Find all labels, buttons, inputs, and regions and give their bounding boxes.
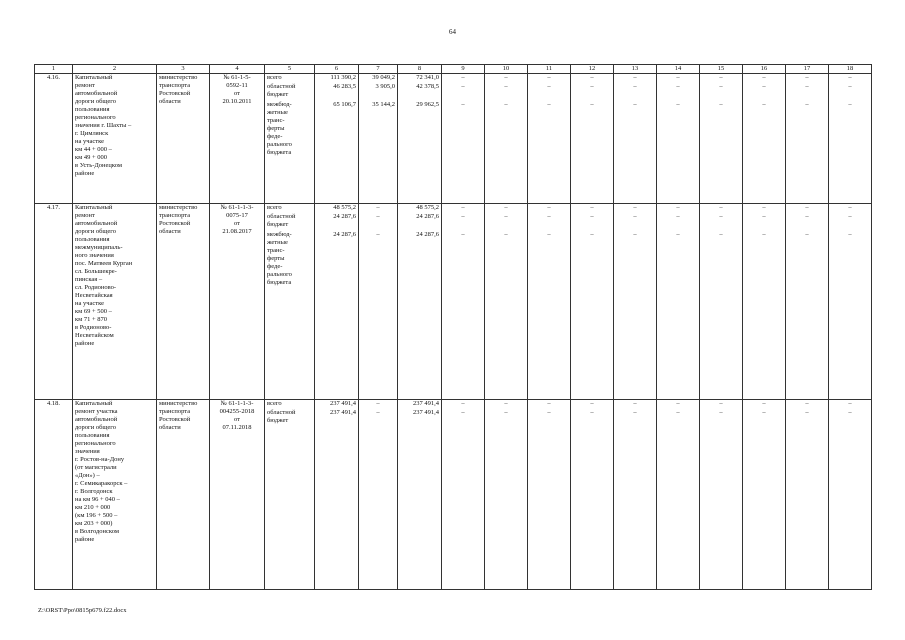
column-number-2: 2 — [73, 65, 157, 74]
column-number-3: 3 — [157, 65, 210, 74]
dash-value: – — [590, 400, 594, 407]
dash-value: – — [461, 231, 465, 238]
amount-col-8: 24 287,6 — [416, 231, 439, 238]
dash-value: – — [762, 83, 766, 90]
amount-col-6: 237 491,4 — [330, 409, 356, 416]
dash-value: – — [805, 409, 809, 416]
dash-value: – — [848, 204, 852, 211]
dash-value: – — [805, 231, 809, 238]
dash-value: – — [762, 213, 766, 220]
dash-value: – — [719, 409, 723, 416]
dash-value: – — [504, 409, 508, 416]
dash-value: – — [633, 74, 637, 81]
empty-col-18-cell — [829, 74, 872, 204]
dash-value: – — [848, 74, 852, 81]
funding-source: областной бюджет — [267, 409, 296, 424]
work-description: Капитальный ремонт автомобильной дороги общего пользования межмуниципаль- ного значения пос. Матвеев Курган сл. Большекре- пинская – сл. Родионово- Несветайская на участке км 69 + 500 – км 71 + 870 в Родионово- Несветайском районе — [73, 204, 157, 400]
dash-value: – — [504, 74, 508, 81]
empty-col-15-cell — [700, 400, 743, 590]
funding-source: межбюд- жетные транс- ферты феде- рального бюджета — [267, 101, 292, 156]
executor: министерство транспорта Ростовской области — [157, 400, 210, 590]
document-reference: № 61-1-5- 0592-11 от 20.10.2011 — [210, 74, 265, 204]
program-table — [34, 64, 872, 590]
dash-value: – — [719, 213, 723, 220]
dash-value: – — [504, 213, 508, 220]
dash-value: – — [590, 83, 594, 90]
dash-value: – — [805, 83, 809, 90]
dash-value: – — [547, 204, 551, 211]
amount-col-8: 42 378,5 — [416, 83, 439, 90]
amount-col-7: – — [376, 231, 380, 238]
dash-value: – — [547, 400, 551, 407]
file-path: Z:\ORST\Ppo\0815p679.f22.docx — [38, 607, 127, 614]
empty-col-11-cell — [528, 74, 571, 204]
column-number-13: 13 — [614, 65, 657, 74]
table-row — [35, 74, 872, 204]
dash-value: – — [461, 409, 465, 416]
empty-col-11-cell — [528, 400, 571, 590]
dash-value: – — [762, 101, 766, 108]
dash-value: – — [762, 400, 766, 407]
dash-value: – — [719, 74, 723, 81]
dash-value: – — [461, 74, 465, 81]
amount-col-6: 24 287,6 — [333, 213, 356, 220]
empty-col-18-cell — [829, 204, 872, 400]
column-number-5: 5 — [265, 65, 315, 74]
dash-value: – — [762, 204, 766, 211]
dash-value: – — [504, 101, 508, 108]
dash-value: – — [719, 231, 723, 238]
dash-value: – — [504, 231, 508, 238]
funding-source: всего — [267, 74, 282, 81]
dash-value: – — [676, 409, 680, 416]
column-number-18: 18 — [829, 65, 872, 74]
dash-value: – — [547, 213, 551, 220]
column-number-15: 15 — [700, 65, 743, 74]
page-number: 64 — [449, 28, 456, 36]
header-row — [35, 65, 872, 74]
dash-value: – — [461, 400, 465, 407]
empty-col-15-cell — [700, 204, 743, 400]
funding-source: областной бюджет — [267, 213, 296, 228]
empty-col-13-cell — [614, 74, 657, 204]
dash-value: – — [547, 231, 551, 238]
column-number-10: 10 — [485, 65, 528, 74]
empty-col-11-cell — [528, 204, 571, 400]
dash-value: – — [633, 400, 637, 407]
dash-value: – — [805, 101, 809, 108]
table-row — [35, 204, 872, 400]
dash-value: – — [676, 213, 680, 220]
work-description: Капитальный ремонт автомобильной дороги общего пользования регионального значения г. Шахты – г. Цимлянск на участке км 44 + 000 – км 49 + 000 в Усть-Донецком районе — [73, 74, 157, 204]
amount-col-6: 46 283,5 — [333, 83, 356, 90]
empty-col-16-cell — [743, 74, 786, 204]
empty-col-12-cell — [571, 204, 614, 400]
funding-source: всего — [267, 204, 282, 211]
dash-value: – — [461, 83, 465, 90]
amount-col-7: – — [376, 400, 380, 407]
dash-value: – — [805, 213, 809, 220]
amount-col-8: 29 962,5 — [416, 101, 439, 108]
amount-col-7-cell — [359, 400, 398, 590]
amount-col-6: 65 106,7 — [333, 101, 356, 108]
dash-value: – — [719, 400, 723, 407]
dash-value: – — [676, 400, 680, 407]
dash-value: – — [762, 74, 766, 81]
dash-value: – — [805, 74, 809, 81]
dash-value: – — [461, 101, 465, 108]
amount-col-8: 48 575,2 — [416, 204, 439, 211]
empty-col-14-cell — [657, 74, 700, 204]
dash-value: – — [676, 204, 680, 211]
dash-value: – — [547, 101, 551, 108]
dash-value: – — [461, 213, 465, 220]
empty-col-15-cell — [700, 74, 743, 204]
amount-col-6-cell — [315, 74, 359, 204]
dash-value: – — [504, 204, 508, 211]
funding-source-cell — [265, 74, 315, 204]
empty-col-17-cell — [786, 204, 829, 400]
amount-col-6: 48 575,2 — [333, 204, 356, 211]
empty-col-17-cell — [786, 74, 829, 204]
dash-value: – — [633, 213, 637, 220]
amount-col-7: – — [376, 409, 380, 416]
dash-value: – — [504, 400, 508, 407]
amount-col-6: 237 491,4 — [330, 400, 356, 407]
dash-value: – — [547, 409, 551, 416]
row-number: 4.17. — [35, 204, 73, 400]
executor: министерство транспорта Ростовской области — [157, 74, 210, 204]
column-number-16: 16 — [743, 65, 786, 74]
row-number: 4.18. — [35, 400, 73, 590]
dash-value: – — [590, 231, 594, 238]
dash-value: – — [461, 204, 465, 211]
amount-col-8-cell — [398, 400, 442, 590]
empty-col-9-cell — [442, 400, 485, 590]
empty-col-12-cell — [571, 400, 614, 590]
column-number-7: 7 — [359, 65, 398, 74]
dash-value: – — [719, 83, 723, 90]
dash-value: – — [848, 409, 852, 416]
dash-value: – — [676, 83, 680, 90]
work-description: Капитальный ремонт участка автомобильной дороги общего пользования регионального значения г. Ростов-на-Дону (от магистрали «Дон») – г. Семикаракорск – г. Волгодонск на км 96 + 040 – км 210 + 000 (км 196 + 500 – км 203 + 000) в Волгодонском районе — [73, 400, 157, 590]
column-number-1: 1 — [35, 65, 73, 74]
dash-value: – — [547, 74, 551, 81]
empty-col-14-cell — [657, 400, 700, 590]
dash-value: – — [762, 231, 766, 238]
column-number-12: 12 — [571, 65, 614, 74]
amount-col-8-cell — [398, 74, 442, 204]
amount-col-6: 24 287,6 — [333, 231, 356, 238]
funding-source: областной бюджет — [267, 83, 296, 98]
dash-value: – — [633, 409, 637, 416]
amount-col-8: 237 491,4 — [413, 400, 439, 407]
dash-value: – — [805, 400, 809, 407]
funding-source-cell — [265, 400, 315, 590]
dash-value: – — [848, 101, 852, 108]
empty-col-16-cell — [743, 204, 786, 400]
executor: министерство транспорта Ростовской области — [157, 204, 210, 400]
amount-col-6-cell — [315, 400, 359, 590]
column-number-11: 11 — [528, 65, 571, 74]
empty-col-9-cell — [442, 74, 485, 204]
dash-value: – — [590, 409, 594, 416]
empty-col-16-cell — [743, 400, 786, 590]
amount-col-7: 39 049,2 — [372, 74, 395, 81]
amount-col-7: – — [376, 213, 380, 220]
dash-value: – — [633, 83, 637, 90]
empty-col-17-cell — [786, 400, 829, 590]
amount-col-7: – — [376, 204, 380, 211]
dash-value: – — [633, 101, 637, 108]
column-number-17: 17 — [786, 65, 829, 74]
row-number: 4.16. — [35, 74, 73, 204]
dash-value: – — [676, 231, 680, 238]
dash-value: – — [590, 204, 594, 211]
document-reference: № 61-1-1-3- 004255-2018 от 07.11.2018 — [210, 400, 265, 590]
dash-value: – — [762, 409, 766, 416]
empty-col-18-cell — [829, 400, 872, 590]
amount-col-7-cell — [359, 74, 398, 204]
amount-col-8-cell — [398, 204, 442, 400]
empty-col-12-cell — [571, 74, 614, 204]
dash-value: – — [676, 101, 680, 108]
funding-source-cell — [265, 204, 315, 400]
dash-value: – — [719, 204, 723, 211]
dash-value: – — [848, 213, 852, 220]
empty-col-13-cell — [614, 204, 657, 400]
column-number-8: 8 — [398, 65, 442, 74]
dash-value: – — [805, 204, 809, 211]
amount-col-8: 72 341,0 — [416, 74, 439, 81]
dash-value: – — [719, 101, 723, 108]
column-number-4: 4 — [210, 65, 265, 74]
document-reference: № 61-1-1-3- 0075-17 от 21.08.2017 — [210, 204, 265, 400]
funding-source: межбюд- жетные транс- ферты феде- рального бюджета — [267, 231, 292, 286]
dash-value: – — [590, 74, 594, 81]
funding-source: всего — [267, 400, 282, 407]
dash-value: – — [633, 231, 637, 238]
amount-col-8: 24 287,6 — [416, 213, 439, 220]
amount-col-7: 35 144,2 — [372, 101, 395, 108]
empty-col-10-cell — [485, 400, 528, 590]
dash-value: – — [590, 101, 594, 108]
column-number-9: 9 — [442, 65, 485, 74]
column-number-6: 6 — [315, 65, 359, 74]
empty-col-10-cell — [485, 204, 528, 400]
amount-col-7-cell — [359, 204, 398, 400]
amount-col-8: 237 491,4 — [413, 409, 439, 416]
amount-col-6-cell — [315, 204, 359, 400]
dash-value: – — [504, 83, 508, 90]
dash-value: – — [676, 74, 680, 81]
empty-col-9-cell — [442, 204, 485, 400]
table-row — [35, 400, 872, 590]
empty-col-13-cell — [614, 400, 657, 590]
empty-col-14-cell — [657, 204, 700, 400]
empty-col-10-cell — [485, 74, 528, 204]
dash-value: – — [848, 231, 852, 238]
column-number-14: 14 — [657, 65, 700, 74]
dash-value: – — [848, 400, 852, 407]
dash-value: – — [848, 83, 852, 90]
amount-col-7: 3 905,0 — [375, 83, 395, 90]
amount-col-6: 111 390,2 — [330, 74, 356, 81]
dash-value: – — [547, 83, 551, 90]
dash-value: – — [633, 204, 637, 211]
dash-value: – — [590, 213, 594, 220]
